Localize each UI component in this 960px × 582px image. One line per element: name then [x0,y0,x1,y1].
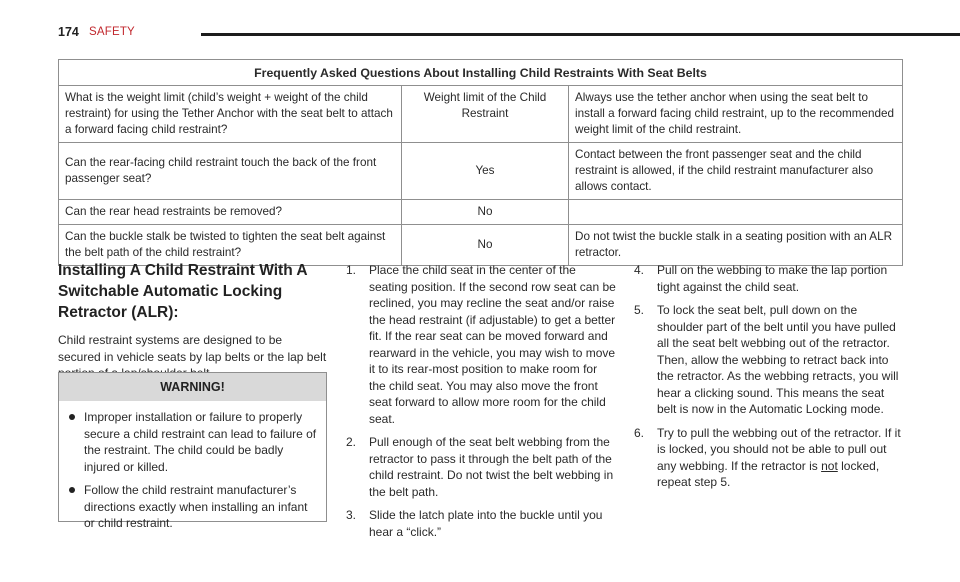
step-text: Pull enough of the seat belt webbing from the retractor to pass it through the belt path of the child restraint. Do not twist the belt webbing in the belt path. [369,435,614,499]
step-text: To lock the seat belt, pull down on the shoulder part of the belt until you have pulled all the seat belt webbing out of the retractor. Then, allow the webbing to retract back into the retractor. As the webbing retracts, you will hear a clicking sound. This means the seat belt is now in the Automatic Locking mode. [657,303,899,416]
step-number: 2. [346,435,357,449]
table-row [59,143,903,200]
step-text-after: locked, repeat step 5. [657,458,880,489]
table-row [59,200,903,225]
header-rule [201,33,960,36]
warning-item-text: Follow the child restraint manufacturer’s directions exactly when installing an infant or child restraint. [84,483,308,530]
warning-list [59,401,326,532]
faq-table [58,59,903,266]
step-number: 3. [346,508,357,522]
bullet-icon [69,487,75,493]
warning-item-text: Improper installation or failure to properly secure a child restraint can lead to failure of the restraint. The child could be badly injured or killed. [84,410,317,474]
step-text-before: Try to pull the webbing out of the retractor. If it is locked, you should not be able to pull out any webbing. If the retractor is [657,425,901,473]
step-item [346,507,616,540]
section-intro: Child restraint systems are designed to be secured in vehicle seats by lap belts or the lap belt [58,333,327,364]
table-cell-answer: No [402,200,569,225]
table-cell-answer: Yes [402,143,569,200]
table-cell-question: Can the rear head restraints be removed? [59,200,402,225]
step-item [346,434,616,500]
step-number: 4. [634,263,645,277]
page-number: 174 [58,25,79,39]
table-row [59,86,903,143]
step-number: 5. [634,303,645,317]
step-number: 6. [634,425,645,440]
warning-item [68,482,318,532]
step-item [346,262,616,427]
step-number: 1. [346,263,357,277]
page-header [58,24,902,44]
section-column [58,260,328,382]
table-cell-question: What is the weight limit (child’s weight + weight of the child restraint) for using the Tether Anchor with the seat belt to attach a forward facing child restraint? [59,86,402,143]
step-text [657,426,901,490]
table-cell-answer: Weight limit of the Child Restraint [402,86,569,143]
section-name: SAFETY [89,26,135,38]
bullet-icon [69,414,75,420]
table-cell-notes: Do not twist the buckle stalk in a seating position with an ALR retractor. [569,225,903,266]
step-text: Slide the latch plate into the buckle until you hear a “click.” [369,508,603,539]
warning-item [68,409,318,475]
warning-title: WARNING! [59,373,326,401]
table-cell-notes: Contact between the front passenger seat and the child restraint is allowed, if the child restraint manufacturer also allows contact. [569,143,903,200]
steps-list-left [346,262,616,547]
table-title: Frequently Asked Questions About Installing Child Restraints With Seat Belts [59,60,903,86]
step-text: Place the child seat in the center of the seating position. If the second row seat can be reclined, you may recline the seat and/or raise the head restraint (if adjustable) to get a better fit. If the rear seat can be moved forward and rearward in the vehicle, you may wish to move it to its rear-most position to make room for the child seat. You may also move the front seat forward to allow more room for the child seat. [369,263,616,426]
steps-list-right [634,262,904,498]
table-title-row [59,60,903,86]
table-cell-question: Can the buckle stalk be twisted to tighten the seat belt against the belt path of the child restraint? [59,225,402,266]
step-item [634,262,904,295]
table-cell-notes: Always use the tether anchor when using the seat belt to install a forward facing child restraint, up to the recommended weight limit of the child restraint. [569,86,903,143]
table-cell-question: Can the rear-facing child restraint touch the back of the front passenger seat? [59,143,402,200]
section-heading: Installing A Child Restraint With A Switchable Automatic Locking Retractor (ALR): [58,262,308,321]
warning-box [58,372,327,530]
step-item [634,302,904,418]
table-cell-notes [569,200,903,225]
step-text: Pull on the webbing to make the lap portion tight against the child seat. [657,263,888,294]
step-text-emphasis: not [821,458,838,473]
step-item [634,425,904,491]
table-cell-answer: No [402,225,569,266]
